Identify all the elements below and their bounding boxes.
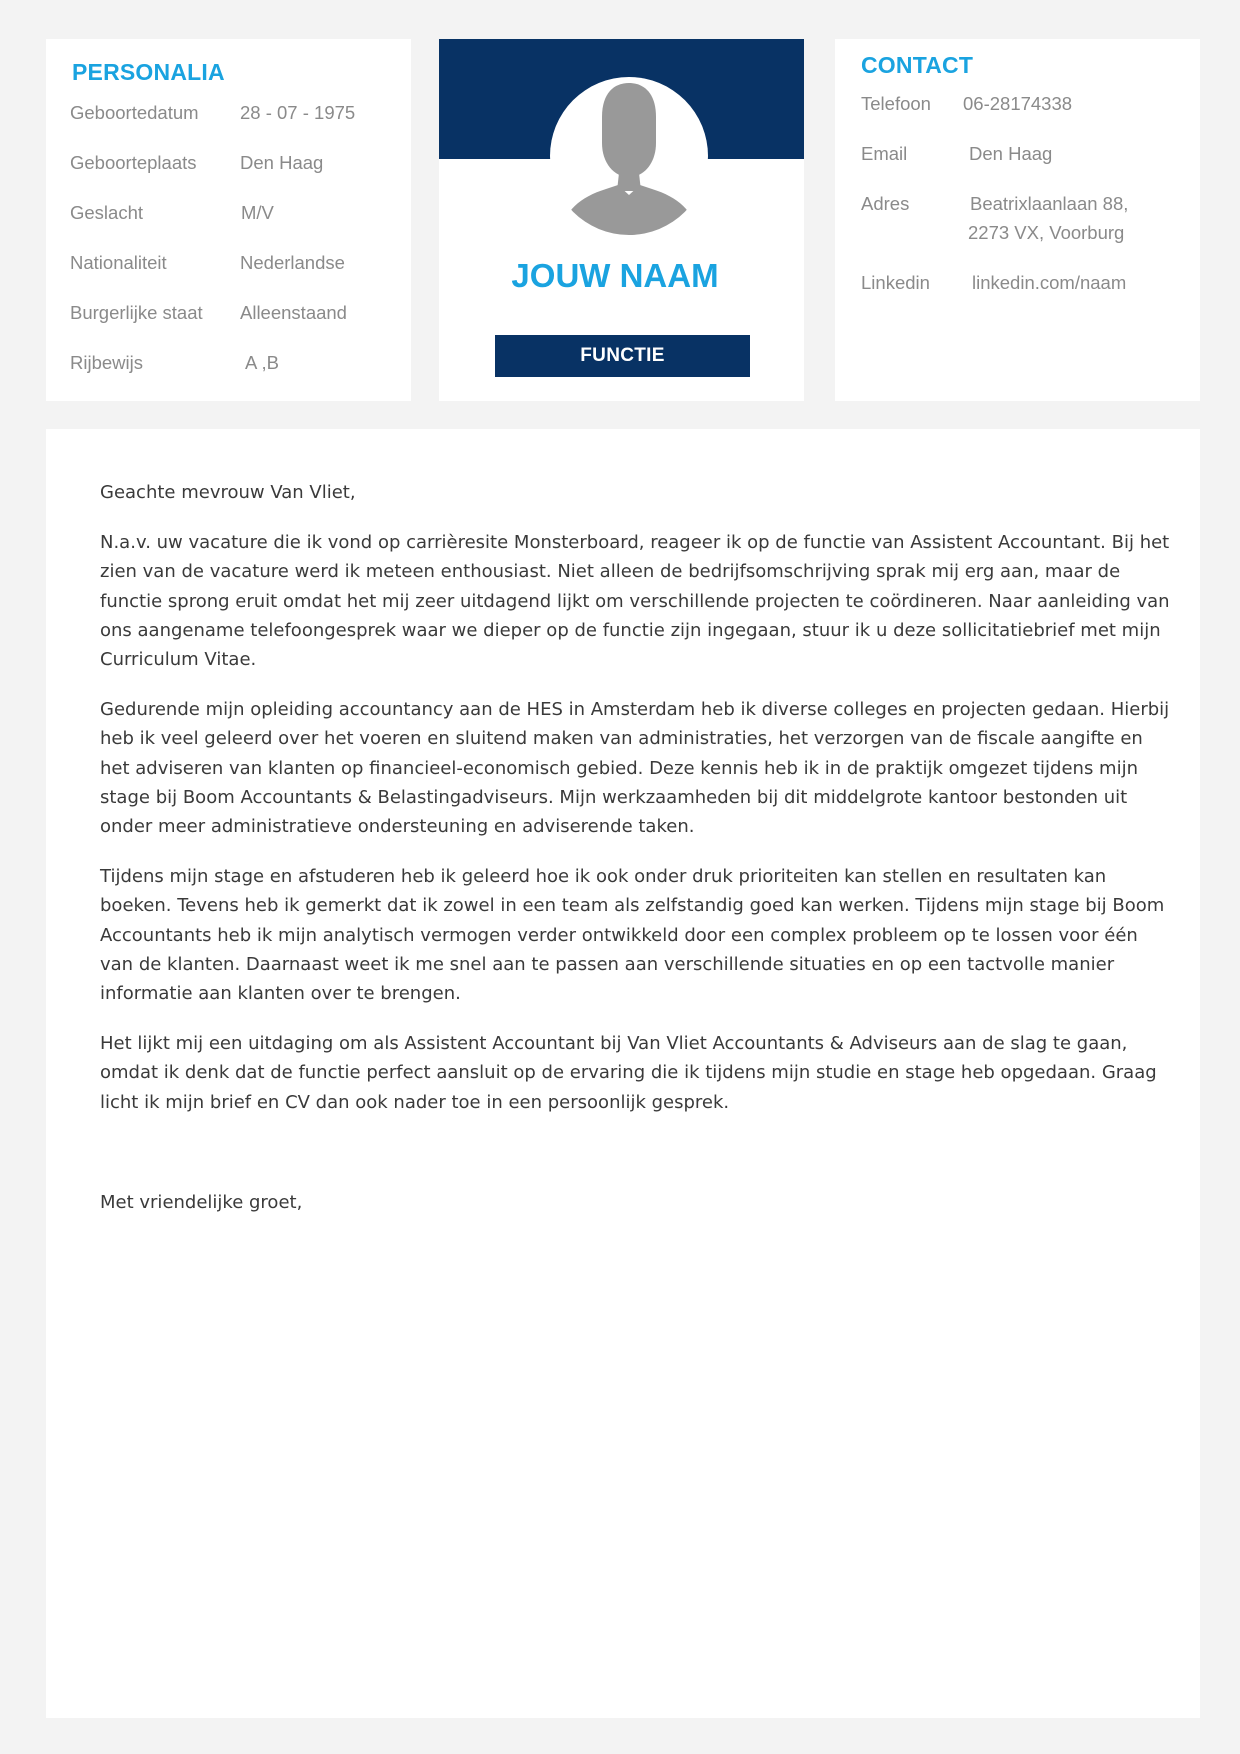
letter-paragraph: N.a.v. uw vacature die ik vond op carrièresite Monsterboard, reageer ik op de functie van Assistent Accountant. Bij het zien van de vacature werd ik meteen enthousiast. Niet alleen de bedrijfsomschrijving sprak mij erg aan, maar de functie sprong eruit omdat het mij zeer uitdagend lijkt om verschillende projecten te coördineren. Naar aanleiding van ons aangename telefoongesprek waar we dieper op de functie zijn ingegaan, stuur ik u deze sollicitatiebrief met mijn Curriculum Vitae. <box>100 532 1170 671</box>
contact-card <box>835 39 1200 401</box>
birthdate-value: 28 - 07 - 1975 <box>240 102 356 123</box>
letter-closing: Met vriendelijke groet, <box>100 1191 303 1213</box>
letter-paragraph: Tijdens mijn stage en afstuderen heb ik geleerd hoe ik ook onder druk prioriteiten kan stellen en resultaten kan boeken. Tevens heb ik gemerkt dat ik zowel in een team als zelfstandig goed kan werken. Tijdens mijn stage bij Boom Accountants heb ik mijn analytisch vermogen verder ontwikkeld door een complex probleem op te lossen voor één van de klanten. Daarnaast weet ik me snel aan te passen aan verschillende situaties en op een tactvolle manier informatie aan klanten over te brengen. <box>100 866 1165 1005</box>
letter-card <box>46 429 1200 1718</box>
address-label: Adres <box>861 193 910 214</box>
birthplace-label: Geboorteplaats <box>70 152 197 173</box>
gender-value: M/V <box>241 202 274 223</box>
phone-value[interactable]: 06-28174338 <box>963 93 1073 114</box>
letter-body <box>100 478 1170 1238</box>
address-line-2: 2273 VX, Voorburg <box>968 222 1125 243</box>
phone-label: Telefoon <box>861 93 931 114</box>
contact-title: CONTACT <box>861 52 974 78</box>
personalia-card <box>46 39 411 401</box>
nationality-value: Nederlandse <box>240 252 345 273</box>
email-value[interactable]: Den Haag <box>969 143 1053 164</box>
nationality-label: Nationaliteit <box>70 252 167 273</box>
birthdate-label: Geboortedatum <box>70 102 199 123</box>
letter-paragraph: Gedurende mijn opleiding accountancy aan de HES in Amsterdam heb ik diverse colleges en projecten gedaan. Hierbij heb ik veel geleerd over het voeren en sluitend maken van administraties, het verzorgen van de fiscale aangifte en het adviseren van klanten op financieel-economisch gebied. Deze kennis heb ik in de praktijk omgezet tijdens mijn stage bij Boom Accountants & Belastingadviseurs. Mijn werkzaamheden bij dit middelgrote kantoor bestonden uit onder meer administratieve ondersteuning en adviserende taken. <box>100 699 1170 838</box>
marital-status-value: Alleenstaand <box>240 302 347 323</box>
letter-paragraph: Het lijkt mij een uitdaging om als Assistent Accountant bij Van Vliet Accountants & Adviseurs aan de slag te gaan, omdat ik denk dat de functie perfect aansluit op de ervaring die ik tijdens mijn studie en stage heb opgedaan. Graag licht ik mijn brief en CV dan ook nader toe in een persoonlijk gesprek. <box>100 1033 1157 1113</box>
address-line-1: Beatrixlaanlaan 88, <box>970 193 1129 214</box>
drivers-license-label: Rijbewijs <box>70 352 143 373</box>
email-label: Email <box>861 143 908 164</box>
gender-label: Geslacht <box>70 202 144 223</box>
person-silhouette-icon <box>550 77 708 235</box>
linkedin-label: Linkedin <box>861 272 930 293</box>
letter-salutation: Geachte mevrouw Van Vliet, <box>100 482 356 503</box>
birthplace-value: Den Haag <box>240 152 324 173</box>
marital-status-label: Burgerlijke staat <box>70 302 203 323</box>
profile-card <box>439 39 804 401</box>
function-badge: FUNCTIE <box>495 335 750 377</box>
linkedin-value[interactable]: linkedin.com/naam <box>972 272 1127 293</box>
personalia-title: PERSONALIA <box>72 59 225 85</box>
drivers-license-value: A ,B <box>245 352 279 373</box>
profile-name: JOUW NAAM <box>511 257 719 294</box>
